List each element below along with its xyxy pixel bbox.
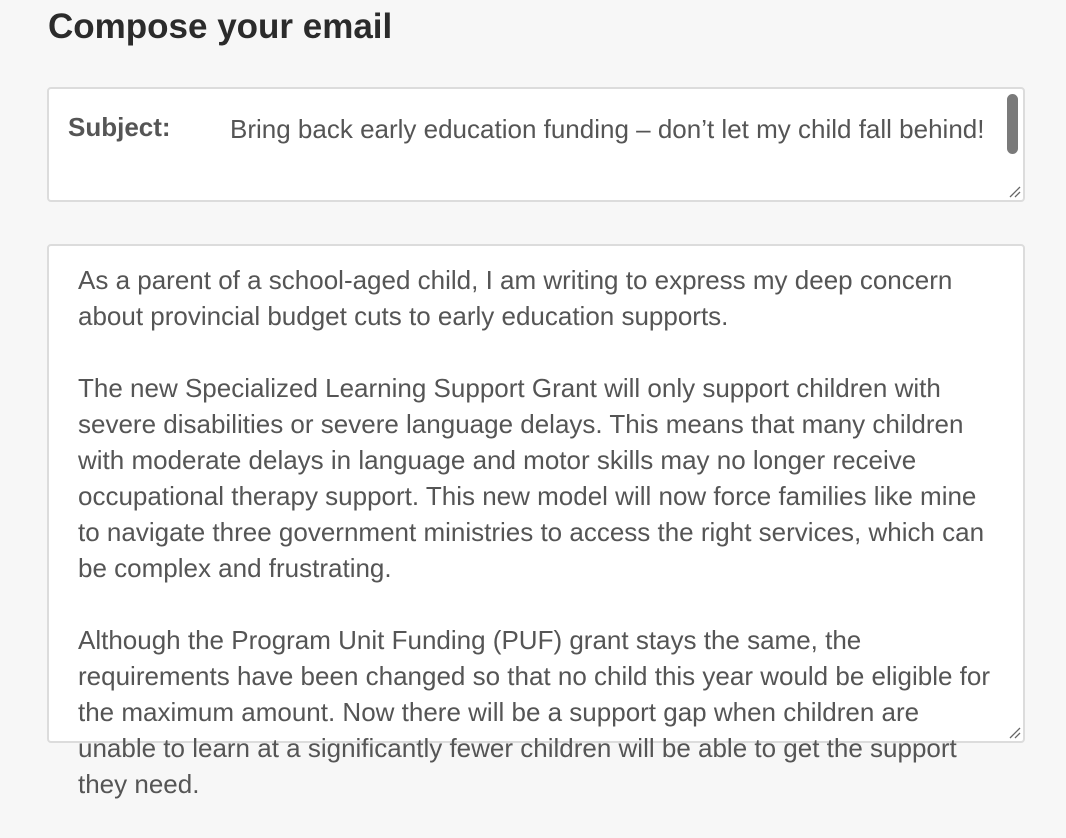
body-paragraph: The new Specialized Learning Support Grant will only support children with severe disabilities or severe language delays. This means that many children with moderate delays in language and motor skills may no longer receive occupational therapy support. This new model will now force families like mine to navigate three government ministries to access the right services, which can be complex and frustrating. bbox=[78, 373, 985, 583]
body-paragraph: As a parent of a school-aged child, I am writing to express my deep concern about provincial budget cuts to early education supports. bbox=[78, 265, 953, 331]
message-body-field[interactable] bbox=[47, 244, 1025, 799]
subject-scrollbar[interactable] bbox=[1007, 94, 1018, 154]
resize-grip-icon[interactable] bbox=[1007, 725, 1021, 739]
message-body-input[interactable] bbox=[78, 262, 998, 838]
body-paragraph: Although the Program Unit Funding (PUF) grant stays the same, the requirements have been changed so that no child this year would be eligible for the maximum amount. Now there will be a support gap when children are unable to learn at a significantly fewer children will be able to get the support they need. bbox=[78, 625, 991, 799]
resize-grip-icon[interactable] bbox=[1007, 184, 1021, 198]
page-title: Compose your email bbox=[48, 7, 393, 46]
subject-field[interactable] bbox=[47, 87, 1025, 202]
subject-label: Subject: bbox=[68, 112, 171, 142]
subject-input[interactable]: Bring back early education funding – don’t let my child fall behind! bbox=[230, 114, 985, 144]
